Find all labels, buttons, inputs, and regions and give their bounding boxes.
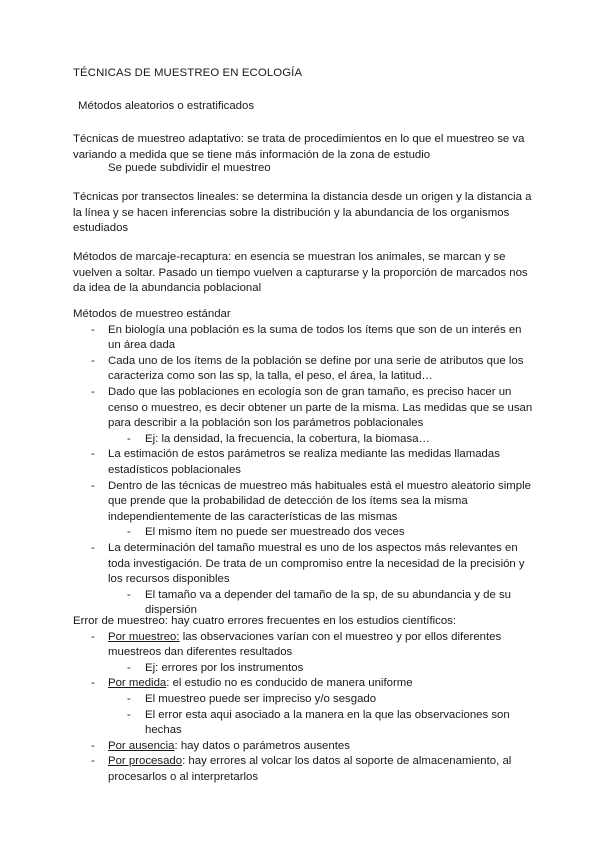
sub-list-item: - El error esta aqui asociado a la manera en la que las observaciones son hechas: [127, 708, 510, 737]
sub-list-item: - El muestreo puede ser impreciso y/o sesgado: [127, 692, 377, 705]
list-item: - Dado que las poblaciones en ecología son de gran tamaño, es preciso hacer un censo o muestreo, es decir obtener un parte de la misma. Las medidas que se usan para describir a la población son los parámetros poblacionales - Ej: la densidad, la frecuencia, la cobertura, la biomasa…: [73, 385, 533, 447]
sub-list-item: - El mismo ítem no puede ser muestreado dos veces: [127, 526, 405, 539]
sub-list-item: - Ej: errores por los instrumentos: [127, 661, 304, 674]
bullet-list: [73, 323, 533, 619]
list-item: - Por muestreo: las observaciones varían con el muestreo y por ellos diferentes muestreos dan diferentes resultados - Ej: errores por los instrumentos: [73, 630, 533, 677]
paragraph-transectos: Técnicas por transectos lineales: se determina la distancia desde un origen y la distancia a la línea y se hacen inferencias sobre la distribución y la abundancia de los organismos estudiados: [73, 191, 532, 235]
list-item: - Cada uno de los ítems de la población se define por una serie de atributos que los caracteriza como son las sp, la talla, el peso, el área, la latitud…: [91, 354, 524, 383]
bullet-list: [73, 630, 533, 786]
section-subtitle: Métodos aleatorios o estratificados: [78, 100, 255, 112]
paragraph-adaptativo: Técnicas de muestreo adaptativo: se trata de procedimientos en lo que el muestreo se va variando a medida que se tiene más información de la zona de estudio: [73, 133, 525, 161]
page-title: TÉCNICAS DE MUESTREO EN ECOLOGÍA: [73, 67, 303, 79]
list-item: - En biología una población es la suma de todos los ítems que son de un interés en un área dada: [91, 323, 522, 352]
list-item: - La determinación del tamaño muestral es uno de los aspectos más relevantes en toda investigación. De trata de un compromiso entre la necesidad de la precisión y los recursos disponibles - El tamaño va a depender del tamaño de la sp, de su abundancia y de su dispersión: [73, 541, 533, 619]
list-item: - La estimación de estos parámetros se realiza mediante las medidas llamadas estadísticos poblacionales: [91, 448, 500, 476]
list-item: - Por procesado: hay errores al volcar los datos al soporte de almacenamiento, al procesarlos o al interpretarlos: [91, 755, 512, 783]
sub-list-item: - Ej: la densidad, la frecuencia, la cobertura, la biomasa…: [127, 432, 430, 445]
section-heading: Error de muestreo: hay cuatro errores frecuentes en los estudios científicos:: [73, 615, 457, 627]
list-item: - Dentro de las técnicas de muestreo más habituales está el muestro aleatorio simple que prende que la probabilidad de detección de los ítems sea la misma independientemente de las características de las mismas - El mismo ítem no puede ser muestreado dos veces: [73, 479, 533, 541]
section-estandar: [73, 307, 533, 619]
section-error: [73, 614, 533, 786]
section-heading: Métodos de muestreo estándar: [73, 308, 231, 320]
paragraph-marcaje: Métodos de marcaje-recaptura: en esencia se muestran los animales, se marcan y se vuelven a soltar. Pasado un tiempo vuelven a capturarse y la proporción de marcados nos da idea de la abundancia poblacional: [73, 251, 528, 295]
paragraph-adaptativo-note: Se puede subdividir el muestreo: [108, 162, 271, 174]
list-item: - Por ausencia: hay datos o parámetros ausentes: [91, 739, 350, 752]
sub-list-item: - El tamaño va a depender del tamaño de la sp, de su abundancia y de su dispersión: [127, 588, 512, 617]
list-item: - Por medida: el estudio no es conducido de manera uniforme - El muestreo puede ser impreciso y/o sesgado - El error esta aqui asociado a la manera en la que las observaciones son hechas: [73, 676, 533, 738]
